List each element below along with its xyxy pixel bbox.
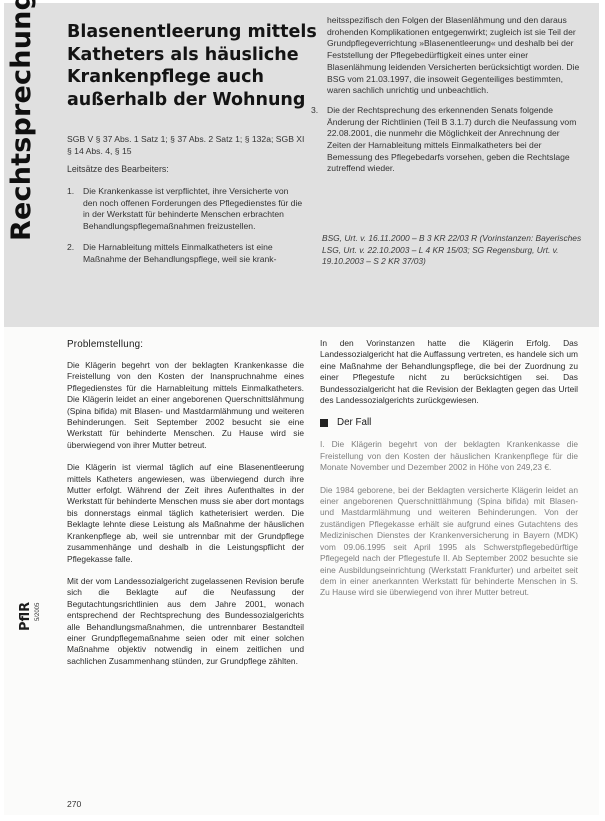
paragraph: Die Klägerin begehrt von der beklagten Krankenkasse die Freistellung von den Kosten der Inanspruchnahme eines Pflegedienstes für die Harnableitung mittels Einmalkatheters. Die Klägerin leidet an einer angeborenen Querschnittslähmung (Spina bifida) mit Blasen- und Mastdarmlähmung und weiteren Behinderungen. Seit September 2002 besucht sie eine Werkstatt für behinderte Menschen. Zu Hause wird sie überwiegend von ihrer Mutter betreut. [67, 360, 304, 450]
item-text: Die der Rechtsprechung des erkennenden Senats folgende Änderung der Richtlinien (Teil B 3.1.7) durch die Neufassung vom 22.08.2001, die nunmehr die Möglichkeit der Anrechnung der Zeiten der Harnableitung mittels Einmalkatheters bei der Bemessung des Pflegebedarfs vorsehen, geben die Rechtslage zutreffend wieder. [327, 104, 577, 174]
article-title [67, 21, 322, 111]
item-text: heitsspezifisch den Folgen der Blasenlähmung und den daraus drohenden Komplikationen entgegenwirkt; zugleich ist sie Teil der Grundpflegeverrichtung »Blasenentleerung« und deshalb bei der Feststellung der Pflegebedürftigkeit eines unter einer Blasenlähmung leidenden Versicherten berücksichtigt worden. Die BSG vom 21.03.1997, die insoweit Gegenteiliges bestimmten, waren sachlich unrichtig und unbeachtlich. [327, 15, 580, 96]
item-text: Die Krankenkasse ist verpflichtet, ihre Versicherte von den noch offenen Forderungen des Pflegedienstes für die in der Werkstatt für behinderte Menschen erbrachten Behandlungspflegemaßnahmen freizustellen. [83, 186, 303, 232]
title-line: Krankenpflege auch [67, 67, 264, 87]
journal-mark [4, 589, 48, 669]
page-number: 270 [67, 799, 82, 809]
list-item [67, 242, 303, 265]
paragraph: In den Vorinstanzen hatte die Klägerin Erfolg. Das Landessozialgericht hat die Auffassung vertreten, es handele sich um eine Maßnahme der Behandlungspflege, die bei der Zuordnung zu einer Pflegestufe nicht zu berücksichtigen sei. Das Bundessozialgericht hat die Revision der Beklagten gegen das Urteil des Landessozialgerichts zurückgewiesen. [320, 338, 578, 406]
paragraph: Mit der vom Landessozialgericht zugelassenen Revision berufe sich die Beklagte auf die Neufassung der Begutachtungsrichtlinien aus dem Jahre 2001, wonach entsprechend der Rechtsprechung des Bundessozialgerichts alle Behandlungsmaßnahmen, die untrennbarer Bestandteil einer Grundpflegemaßnahme seien oder mit einer solchen Maßnahme objektiv notwendig in einem zeitlichen und sachlichen Zusammenhang stünden, zur Grundpflege zählten. [67, 575, 304, 666]
title-line: außerhalb der Wohnung [67, 89, 306, 110]
problem-heading: Problemstellung: [67, 339, 144, 350]
title-line: Blasenentleerung mittels [67, 22, 317, 42]
der-fall-heading [320, 417, 578, 428]
paragraph: Die 1984 geborene, bei der Beklagten versicherte Klägerin leidet an einer angeborenen Querschnittlähmung (Spina bifida) mit Blasen- und Mastdarmlähmung und weiteren Behinderungen. Von der zuständigen Pflegekasse erhält sie aufgrund eines Gutachtens des Medizinischen Dienstes der Krankenversicherung in Bayern (MDK) vom 09.06.1995 seit April 1995 als Schwerstpflegebedürftige Pflegegeld nach der Pflegestufe II. Ab September 2002 besuchte sie eine Ausbildungseinrichtung (Werkstatt Frankfurter) und arbeitet seit dem in einer anerkannten Werkstatt für behinderte Menschen in S. Zu Hause wird sie überwiegend von ihrer Mutter betreut. [320, 484, 578, 598]
heading-text: Der Fall [337, 417, 372, 429]
item-number: 3. [311, 104, 319, 115]
leitsaetze-list [67, 186, 303, 274]
page [4, 3, 599, 815]
paragraph: Die Klägerin ist viermal täglich auf eine Blasenentleerung mittels Katheters angewiesen, was überwiegend durch ihre Mutter erfolgt. Während der Zeit ihres Aufenthaltes in der Werkstatt für behinderte Menschen muss sie aber dort montags bis donnerstags einmal täglich katheterisiert werden. Die Beklagte lehnte diese Leistung als Maßnahme der häuslichen Krankenpflege ab, weil sie untrennbar mit der Grundpflege zusammenhänge und deshalb in die Leistungspflicht der Pflegekasse falle. [67, 462, 304, 564]
list-item [311, 15, 581, 97]
right-column [320, 338, 578, 610]
item-text: Die Harnableitung mittels Einmalkatheters ist eine Maßnahme der Behandlungspflege, weil sie krank- [83, 241, 277, 264]
item-number: 1. [67, 186, 75, 196]
paragraph: I. Die Klägerin begehrt von der beklagten Krankenkasse die Freistellung von den Kosten der häuslichen Krankenpflege für die Monate November und Dezember 2002 in Höhe von 249,23 €. [320, 439, 578, 473]
journal-logo: PflR [18, 601, 33, 631]
title-line: Katheters als häusliche [67, 44, 299, 65]
list-item [67, 186, 303, 233]
statute-references: SGB V § 37 Abs. 1 Satz 1; § 37 Abs. 2 Satz 1; § 132a; SGB XI § 14 Abs. 4, § 15 [67, 134, 305, 156]
square-bullet-icon [320, 419, 328, 427]
leitsaetze-label: Leitsätze des Bearbeiters: [67, 164, 169, 174]
list-item [311, 105, 581, 175]
left-column [67, 338, 304, 678]
leitsaetze-continued [311, 15, 581, 183]
item-number: 2. [67, 241, 75, 252]
court-citation: BSG, Urt. v. 16.11.2000 – B 3 KR 22/03 R (Vorinstanzen: Bayerisches LSG, Urt. v. 22.10.2003 – L 4 KR 15/03; SG Regensburg, Urt. v. 19.10.2003 – S 2 KR 37/03) [322, 233, 582, 266]
journal-issue: 5/2005 [35, 602, 41, 621]
section-label [6, 197, 50, 241]
